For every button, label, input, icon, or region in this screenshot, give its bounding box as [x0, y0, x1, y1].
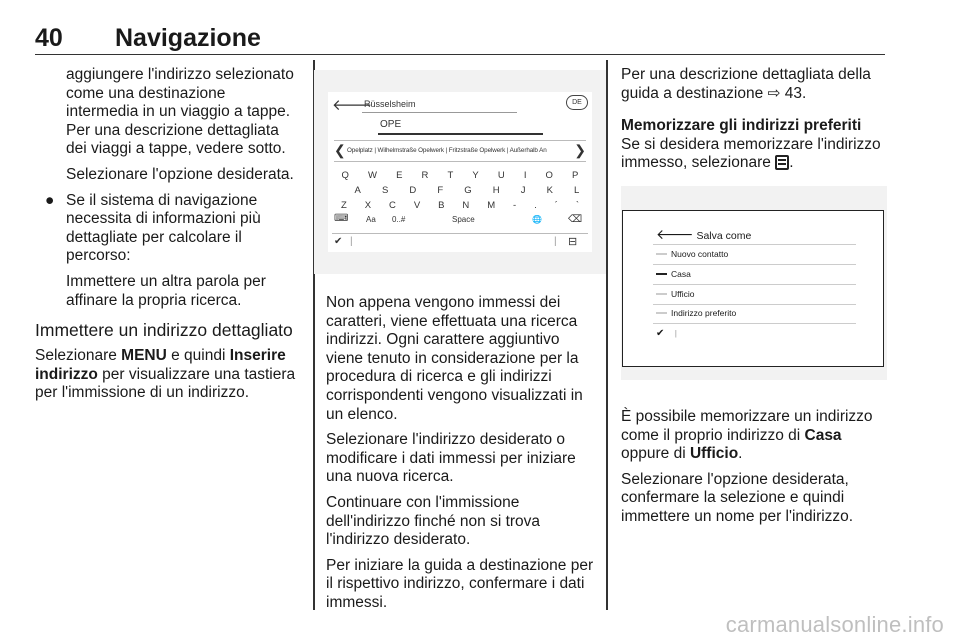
input-underline — [378, 133, 543, 135]
key-row-2 — [344, 185, 590, 196]
item-label: Indirizzo preferito — [671, 308, 737, 318]
paragraph: Selezionare l'opzione desiderata, confermare la selezione e quindi immettere un nome per l'indirizzo. — [621, 470, 854, 525]
key: T — [447, 170, 454, 181]
key: W — [368, 170, 377, 181]
item-marker — [656, 293, 667, 295]
key: G — [464, 185, 472, 196]
paragraph — [621, 408, 887, 464]
text-run: e quindi — [166, 347, 230, 365]
column-right-lower — [621, 408, 887, 534]
chevron-right-icon: ❯ — [574, 142, 586, 158]
key: A — [354, 185, 361, 196]
key: Q — [341, 170, 349, 181]
back-arrow-icon: 🡐 — [332, 97, 373, 114]
key: . — [534, 200, 537, 211]
paragraph — [35, 347, 297, 403]
paragraph: Selezionare l'opzione desiderata. — [66, 165, 294, 183]
key-row-3 — [332, 200, 588, 211]
chevron-left-icon: ❮ — [334, 142, 346, 158]
save-as-header — [653, 225, 856, 245]
text-run: È possibile memorizzare un indirizzo come il proprio indirizzo di — [621, 408, 873, 444]
item-marker — [656, 273, 667, 276]
watermark: carmanualsonline.info — [725, 612, 944, 637]
city-label: Rüsselsheim — [364, 99, 416, 109]
key: J — [520, 185, 526, 196]
chapter-title: Navigazione — [115, 24, 261, 52]
paragraph: Immettere un altra parola per affinare la propria ricerca. — [66, 272, 266, 309]
save-icon — [775, 155, 789, 170]
item-marker — [656, 253, 667, 255]
bar-divider: | — [554, 236, 557, 247]
item-label: Casa — [671, 269, 691, 279]
paragraph: Non appena vengono immessi dei caratteri, viene effettuata una ricerca indirizzi. Ogni carattere aggiuntivo viene tenuto in considerazione per la procedura di ricerca e gli indirizzi corrispondenti vengono visualizzati in un elenco. — [326, 294, 583, 423]
figure-keyboard — [314, 70, 606, 274]
key: M — [487, 200, 496, 211]
check-icon: ✔ — [656, 328, 665, 339]
save-as-list — [653, 225, 856, 347]
column-right — [621, 66, 887, 180]
text-run: Selezionare — [35, 347, 122, 365]
text-run: per visualizzare una tastiera per l'immissione di un indirizzo. — [35, 365, 296, 402]
menu-term: MENU — [121, 347, 167, 365]
key: P — [572, 170, 579, 181]
key: L — [574, 185, 580, 196]
bullet-text: Se il sistema di navigazione necessita di informazioni più dettagliate per calcolare il percorso: — [66, 191, 261, 265]
subheading: Memorizzare gli indirizzi preferiti — [621, 117, 862, 135]
country-badge: DE — [566, 95, 588, 110]
paragraph: Continuare con l'immissione dell'indirizzo finché non si trova l'indirizzo desiderato. — [326, 493, 541, 549]
key-space: Space — [452, 215, 475, 224]
list-item — [653, 285, 856, 305]
text-cursor: | — [350, 236, 353, 247]
text-run: . — [738, 445, 743, 463]
bullet-item — [45, 191, 297, 266]
save-as-screen — [622, 210, 884, 367]
key: C — [389, 200, 396, 211]
backspace-icon: ⌫ — [568, 214, 583, 225]
list-item — [653, 304, 856, 324]
key: ´ — [554, 200, 558, 211]
address-input: OPE — [380, 119, 402, 130]
back-arrow-icon: 🡐 — [656, 226, 694, 242]
bullet-dot: ● — [45, 191, 55, 209]
key: O — [545, 170, 553, 181]
city-underline — [362, 112, 517, 113]
column-middle — [326, 294, 594, 620]
menu-term: Ufficio — [689, 445, 739, 463]
key: E — [396, 170, 403, 181]
page-reference: ⇨ 43. — [767, 84, 807, 102]
list-item — [653, 265, 856, 285]
key: U — [497, 170, 505, 181]
key: ` — [575, 200, 580, 211]
paragraph: Selezionare l'indirizzo desiderato o modificare i dati immessi per iniziare una nuova ricerca. — [326, 431, 576, 486]
suggestion-bar — [334, 140, 586, 162]
item-marker — [656, 312, 667, 314]
key: I — [523, 170, 527, 181]
text-run: oppure di — [621, 445, 690, 463]
key: D — [409, 185, 417, 196]
paragraph — [621, 136, 887, 173]
column-left — [35, 66, 297, 410]
key-row-1 — [332, 170, 588, 181]
key: K — [546, 185, 553, 196]
key: F — [437, 185, 444, 196]
menu-term: Inserire indirizzo — [35, 347, 286, 383]
menu-term: Casa — [804, 426, 842, 444]
key: R — [421, 170, 429, 181]
page-header — [35, 24, 885, 55]
column-divider-2 — [606, 60, 608, 610]
save-icon: ⊟ — [568, 236, 578, 248]
key: - — [513, 200, 517, 211]
paragraph — [621, 66, 887, 103]
confirm-bar — [332, 233, 588, 250]
key-case: Aa — [366, 215, 376, 224]
key: Z — [340, 200, 347, 211]
key: B — [438, 200, 445, 211]
list-item — [653, 245, 856, 265]
save-as-title: Salva come — [696, 230, 752, 242]
text-run: Per una descrizione dettagliata della guida a destinazione — [621, 66, 871, 102]
paragraph: aggiungere l'indirizzo selezionato come una destinazione intermedia in un viaggio a tappe. Per una descrizione dettagliata dei viaggi a tappe, vedere sotto. — [66, 66, 294, 158]
globe-icon: 🌐 — [532, 215, 542, 224]
keyboard-screen — [328, 92, 592, 252]
key: H — [492, 185, 500, 196]
key: Y — [472, 170, 479, 181]
text-run: . — [789, 154, 794, 172]
paragraph: Per iniziare la guida a destinazione per il rispettivo indirizzo, confermare i dati immessi. — [326, 556, 594, 611]
page-number: 40 — [35, 24, 63, 52]
key-numbers: 0..# — [392, 215, 406, 224]
item-label: Ufficio — [671, 289, 695, 299]
item-label: Nuovo contatto — [671, 249, 729, 259]
key: X — [364, 200, 372, 211]
key: V — [413, 200, 421, 211]
key: S — [381, 185, 389, 196]
confirm-bar — [653, 324, 856, 343]
section-heading: Immettere un indirizzo dettagliato — [35, 320, 293, 341]
figure-save-as — [621, 186, 887, 380]
text-cursor: | — [674, 328, 677, 338]
check-icon: ✔ — [334, 236, 343, 247]
text-run: Se si desidera memorizzare l'indirizzo immesso, selezionare — [621, 135, 881, 172]
key: N — [462, 200, 470, 211]
suggestion-list: Opelplatz | Wilhelmstraße Opelwerk | Fritzstraße Opelwerk | Außerhalb An — [347, 147, 547, 154]
keyboard-icon: ⌨ — [334, 213, 349, 224]
